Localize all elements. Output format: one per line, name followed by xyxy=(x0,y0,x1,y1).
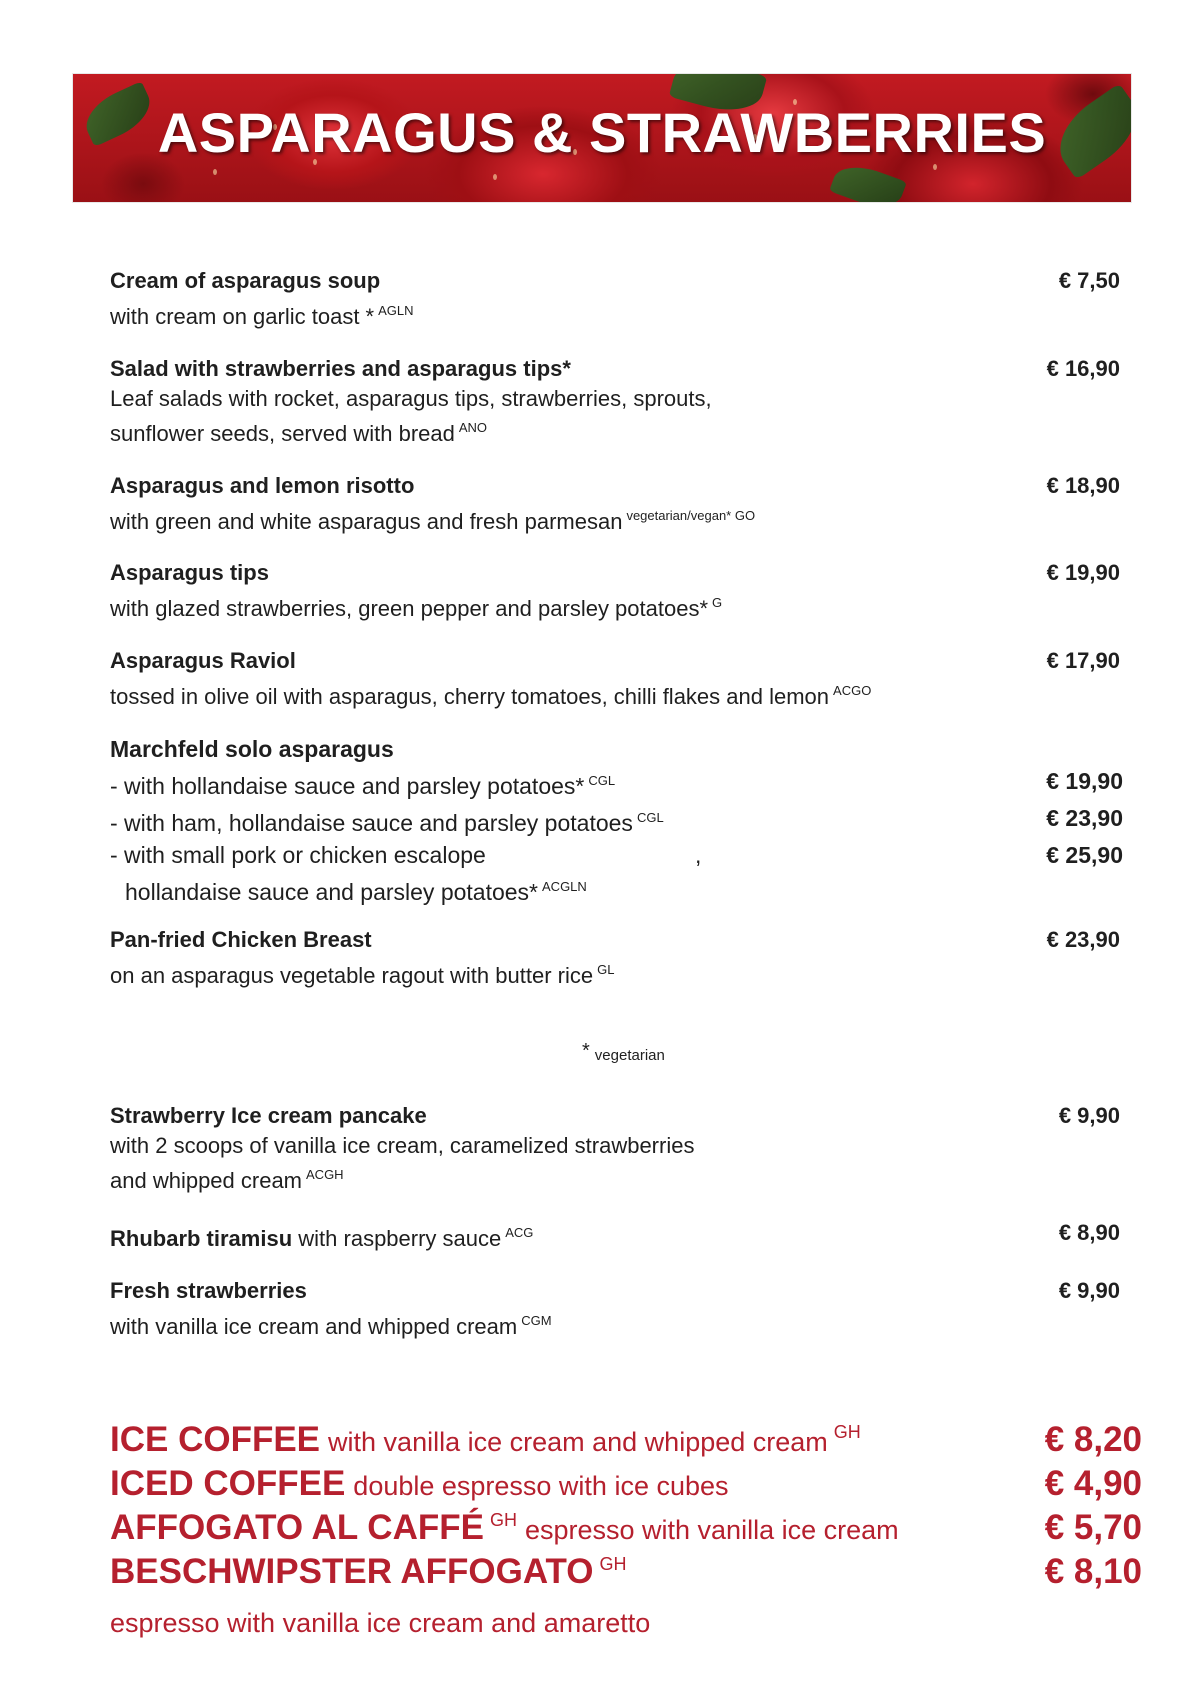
dessert-item xyxy=(110,1218,1120,1254)
item-description: on an asparagus vegetable ragout with butter rice xyxy=(110,963,594,988)
allergen-codes: GH xyxy=(833,1422,861,1442)
option-price: € 23,90 xyxy=(1046,805,1123,831)
option-line: - with hollandaise sauce and parsley potatoes* $^{CGL}$ € 19,90 xyxy=(110,765,1123,802)
drink-price: € 8,10 xyxy=(1044,1552,1142,1591)
drink-row xyxy=(110,1420,1142,1464)
drinks-footer: espresso with vanilla ice cream and amaretto xyxy=(110,1608,651,1638)
item-price: € 17,90 xyxy=(1046,648,1120,673)
item-price: € 18,90 xyxy=(1046,473,1120,498)
item-price: € 7,50 xyxy=(1058,268,1120,293)
menu-item xyxy=(110,925,1120,990)
item-description: with green and white asparagus and fresh parmesan xyxy=(110,509,623,534)
item-description: with vanilla ice cream and whipped cream xyxy=(110,1314,518,1339)
allergen-codes: ACG xyxy=(505,1225,534,1240)
menu-item-marchfeld xyxy=(110,733,1123,908)
option-line: - with small pork or chicken escalope , € 25,90 xyxy=(110,839,1123,871)
item-name: Cream of asparagus soup xyxy=(110,268,381,293)
item-name: Asparagus tips xyxy=(110,560,269,585)
allergen-codes: ACGO xyxy=(833,683,872,698)
item-description: Leaf salads with rocket, asparagus tips, strawberries, sprouts, xyxy=(110,386,712,411)
item-name: Marchfeld solo asparagus xyxy=(110,736,394,762)
drink-row xyxy=(110,1464,1142,1508)
drink-name: ICE COFFEE xyxy=(110,1420,321,1459)
drink-description: with vanilla ice cream and whipped cream xyxy=(328,1427,828,1457)
item-price: € 19,90 xyxy=(1046,560,1120,585)
allergen-codes: CGM xyxy=(521,1313,552,1328)
allergen-codes: GL xyxy=(597,962,615,977)
drink-name: AFFOGATO AL CAFFÉ xyxy=(110,1508,484,1547)
allergen-codes: ACGLN xyxy=(542,879,587,894)
drink-row xyxy=(110,1552,1142,1596)
item-name: Strawberry Ice cream pancake xyxy=(110,1103,427,1128)
allergen-codes: ANO xyxy=(458,420,488,435)
item-name: Rhubarb tiramisu xyxy=(110,1226,293,1251)
menu-item xyxy=(110,558,1120,623)
item-description: sunflower seeds, served with bread xyxy=(110,421,455,446)
menu-item xyxy=(110,354,1120,448)
item-description: tossed in olive oil with asparagus, cherry tomatoes, chilli flakes and lemon xyxy=(110,684,830,709)
vegetarian-note: * vegetarian xyxy=(582,1040,665,1064)
item-price: € 9,90 xyxy=(1058,1278,1120,1303)
allergen-codes: vegetarian/vegan* GO xyxy=(626,508,756,523)
item-name: Asparagus Raviol xyxy=(110,648,296,673)
allergen-codes: CGL xyxy=(588,773,616,788)
option-line: - with ham, hollandaise sauce and parsley potatoes $^{CGL}$ € 23,90 xyxy=(110,802,1123,839)
item-price: € 8,90 xyxy=(1058,1220,1120,1245)
allergen-codes: GH xyxy=(489,1510,517,1530)
item-description: with 2 scoops of vanilla ice cream, caramelized strawberries xyxy=(110,1133,695,1158)
item-description: with raspberry sauce xyxy=(298,1226,502,1251)
allergen-codes: ACGH xyxy=(306,1167,344,1182)
allergen-codes: CGL xyxy=(636,810,664,825)
item-price: € 23,90 xyxy=(1046,927,1120,952)
drink-name: BESCHWIPSTER AFFOGATO xyxy=(110,1552,594,1591)
drink-description: espresso with vanilla ice cream xyxy=(524,1515,899,1545)
allergen-codes: G xyxy=(712,595,723,610)
drink-name: ICED COFFEE xyxy=(110,1464,346,1503)
dessert-item xyxy=(110,1276,1120,1341)
item-name: Fresh strawberries xyxy=(110,1278,307,1303)
menu-item xyxy=(110,266,1120,331)
banner-title: ASPARAGUS & STRAWBERRIES xyxy=(157,101,1047,164)
option-comma: , xyxy=(695,842,702,868)
drinks-section xyxy=(110,1420,1142,1639)
allergen-codes: GH xyxy=(599,1554,627,1574)
option-price: € 25,90 xyxy=(1046,842,1123,868)
item-description: with glazed strawberries, green pepper and parsley potatoes* xyxy=(110,596,709,621)
menu-item xyxy=(110,646,1120,711)
item-name: Asparagus and lemon risotto xyxy=(110,473,415,498)
item-name: Salad with strawberries and asparagus tips* xyxy=(110,356,571,381)
dessert-item xyxy=(110,1101,1120,1195)
option-price: € 19,90 xyxy=(1046,768,1123,794)
allergen-codes: AGLN xyxy=(378,303,414,318)
item-price: € 16,90 xyxy=(1046,356,1120,381)
drink-row xyxy=(110,1508,1142,1552)
item-price: € 9,90 xyxy=(1058,1103,1120,1128)
item-description: and whipped cream xyxy=(110,1168,303,1193)
menu-item xyxy=(110,471,1120,536)
header-banner xyxy=(72,73,1132,203)
item-description: with cream on garlic toast * xyxy=(110,304,375,329)
drink-price: € 4,90 xyxy=(1044,1464,1142,1503)
drink-price: € 8,20 xyxy=(1044,1420,1142,1459)
item-name: Pan-fried Chicken Breast xyxy=(110,927,372,952)
option-line: hollandaise sauce and parsley potatoes* $^{ACGLN}$ xyxy=(125,879,587,905)
drink-price: € 5,70 xyxy=(1044,1508,1142,1547)
drink-description: double espresso with ice cubes xyxy=(353,1471,729,1501)
